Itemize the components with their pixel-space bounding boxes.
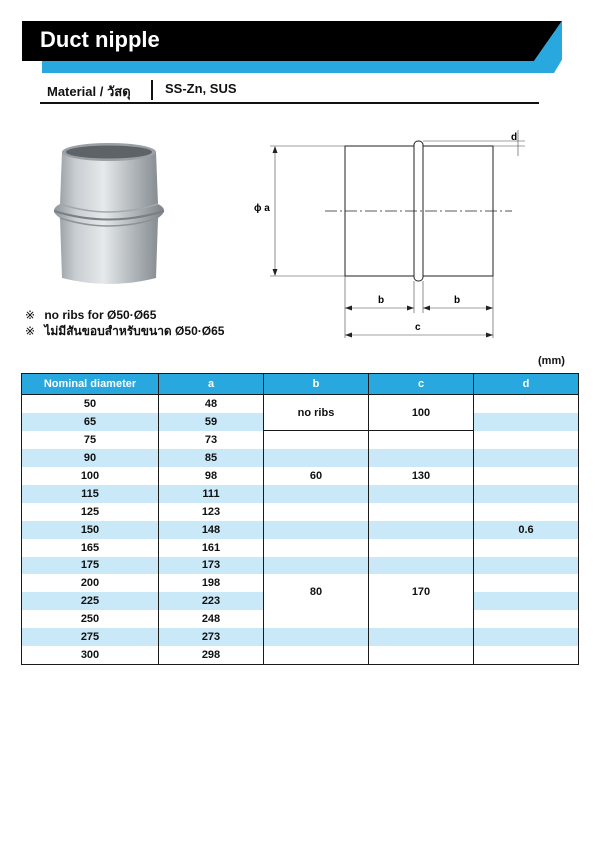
cell-nominal: 75 bbox=[22, 431, 159, 449]
cell-a: 111 bbox=[159, 485, 264, 503]
cell-d bbox=[474, 431, 579, 449]
cell-d bbox=[474, 503, 579, 521]
table-row bbox=[22, 449, 579, 467]
cell-d bbox=[474, 539, 579, 557]
material-value: SS-Zn, SUS bbox=[165, 81, 237, 96]
table-row bbox=[22, 431, 579, 449]
cell-d bbox=[474, 592, 579, 610]
cell-d bbox=[474, 628, 579, 646]
cell-a: 223 bbox=[159, 592, 264, 610]
cell-c-empty bbox=[369, 521, 474, 539]
cell-d bbox=[474, 485, 579, 503]
cell-d bbox=[474, 413, 579, 431]
cell-c-empty bbox=[369, 557, 474, 575]
table-row bbox=[22, 646, 579, 664]
cell-a: 123 bbox=[159, 503, 264, 521]
cell-nominal: 175 bbox=[22, 557, 159, 575]
cell-nominal: 115 bbox=[22, 485, 159, 503]
header-d: d bbox=[474, 374, 579, 395]
note-mark: ※ bbox=[25, 324, 36, 338]
cell-b-empty bbox=[264, 557, 369, 575]
cell-b-empty bbox=[264, 646, 369, 664]
label-c: c bbox=[415, 322, 421, 333]
header-c: c bbox=[369, 374, 474, 395]
material-divider bbox=[151, 80, 153, 100]
table-row bbox=[22, 521, 579, 539]
cell-d bbox=[474, 449, 579, 467]
cell-nominal: 300 bbox=[22, 646, 159, 664]
label-d: d bbox=[511, 132, 518, 143]
cell-c: 100 bbox=[369, 395, 474, 431]
material-row bbox=[40, 78, 539, 104]
header-nominal: Nominal diameter bbox=[22, 374, 159, 395]
title-banner bbox=[22, 21, 562, 61]
cell-a: 73 bbox=[159, 431, 264, 449]
spec-table bbox=[21, 373, 579, 665]
cell-d bbox=[474, 646, 579, 664]
cell-c-empty bbox=[369, 431, 474, 449]
cell-a: 85 bbox=[159, 449, 264, 467]
cell-c-empty bbox=[369, 610, 474, 628]
cell-d: 0.6 bbox=[474, 521, 579, 539]
header-a: a bbox=[159, 374, 264, 395]
cell-b-empty bbox=[264, 431, 369, 449]
cell-b-empty bbox=[264, 539, 369, 557]
cell-nominal: 200 bbox=[22, 574, 159, 592]
cell-nominal: 225 bbox=[22, 592, 159, 610]
cell-c-empty bbox=[369, 539, 474, 557]
cell-a: 273 bbox=[159, 628, 264, 646]
label-b-left: b bbox=[378, 295, 385, 306]
cell-c-empty bbox=[369, 646, 474, 664]
cell-nominal: 150 bbox=[22, 521, 159, 539]
note-th bbox=[25, 323, 224, 339]
cell-b: no ribs bbox=[264, 395, 369, 431]
cell-b-empty bbox=[264, 503, 369, 521]
table-row bbox=[22, 628, 579, 646]
cell-nominal: 165 bbox=[22, 539, 159, 557]
cell-nominal: 90 bbox=[22, 449, 159, 467]
cell-b-empty bbox=[264, 628, 369, 646]
cell-nominal: 50 bbox=[22, 395, 159, 413]
cell-nominal: 65 bbox=[22, 413, 159, 431]
table-row bbox=[22, 485, 579, 503]
note-mark: ※ bbox=[25, 308, 36, 322]
table-row bbox=[22, 557, 579, 575]
table-row bbox=[22, 574, 579, 592]
cell-nominal: 250 bbox=[22, 610, 159, 628]
cell-d bbox=[474, 610, 579, 628]
cell-a: 161 bbox=[159, 539, 264, 557]
cell-c-empty bbox=[369, 503, 474, 521]
note-text: no ribs for Ø50·Ø65 bbox=[44, 308, 157, 322]
cell-b-empty bbox=[264, 610, 369, 628]
cell-nominal: 125 bbox=[22, 503, 159, 521]
cell-a: 248 bbox=[159, 610, 264, 628]
cell-d bbox=[474, 395, 579, 413]
table-row bbox=[22, 395, 579, 413]
cell-c-empty bbox=[369, 628, 474, 646]
cell-nominal: 275 bbox=[22, 628, 159, 646]
cell-nominal: 100 bbox=[22, 467, 159, 485]
material-label: Material / วัสดุ bbox=[47, 84, 131, 99]
cell-c: 130 bbox=[369, 467, 474, 485]
cell-a: 148 bbox=[159, 521, 264, 539]
note-en bbox=[25, 307, 224, 323]
cell-c: 170 bbox=[369, 574, 474, 610]
header-b: b bbox=[264, 374, 369, 395]
cell-a: 59 bbox=[159, 413, 264, 431]
cell-a: 298 bbox=[159, 646, 264, 664]
cell-b: 60 bbox=[264, 467, 369, 485]
cell-d bbox=[474, 467, 579, 485]
table-header-row bbox=[22, 374, 579, 395]
table-row bbox=[22, 503, 579, 521]
table-row bbox=[22, 610, 579, 628]
product-photo bbox=[48, 140, 178, 295]
units-label: (mm) bbox=[538, 355, 565, 367]
label-a: ϕ a bbox=[254, 203, 270, 214]
notes bbox=[25, 307, 224, 339]
cell-a: 198 bbox=[159, 574, 264, 592]
page-title: Duct nipple bbox=[40, 27, 160, 52]
cell-c-empty bbox=[369, 449, 474, 467]
cell-c-empty bbox=[369, 485, 474, 503]
note-text: ไม่มีสันขอบสำหรับขนาด Ø50·Ø65 bbox=[44, 324, 225, 338]
cell-b: 80 bbox=[264, 574, 369, 610]
cell-a: 173 bbox=[159, 557, 264, 575]
cell-b-empty bbox=[264, 485, 369, 503]
cell-d bbox=[474, 557, 579, 575]
table-row bbox=[22, 467, 579, 485]
cell-b-empty bbox=[264, 521, 369, 539]
cell-b-empty bbox=[264, 449, 369, 467]
table-row bbox=[22, 539, 579, 557]
technical-drawing bbox=[250, 128, 540, 353]
cell-d bbox=[474, 574, 579, 592]
cell-a: 98 bbox=[159, 467, 264, 485]
cell-a: 48 bbox=[159, 395, 264, 413]
label-b-right: b bbox=[454, 295, 461, 306]
